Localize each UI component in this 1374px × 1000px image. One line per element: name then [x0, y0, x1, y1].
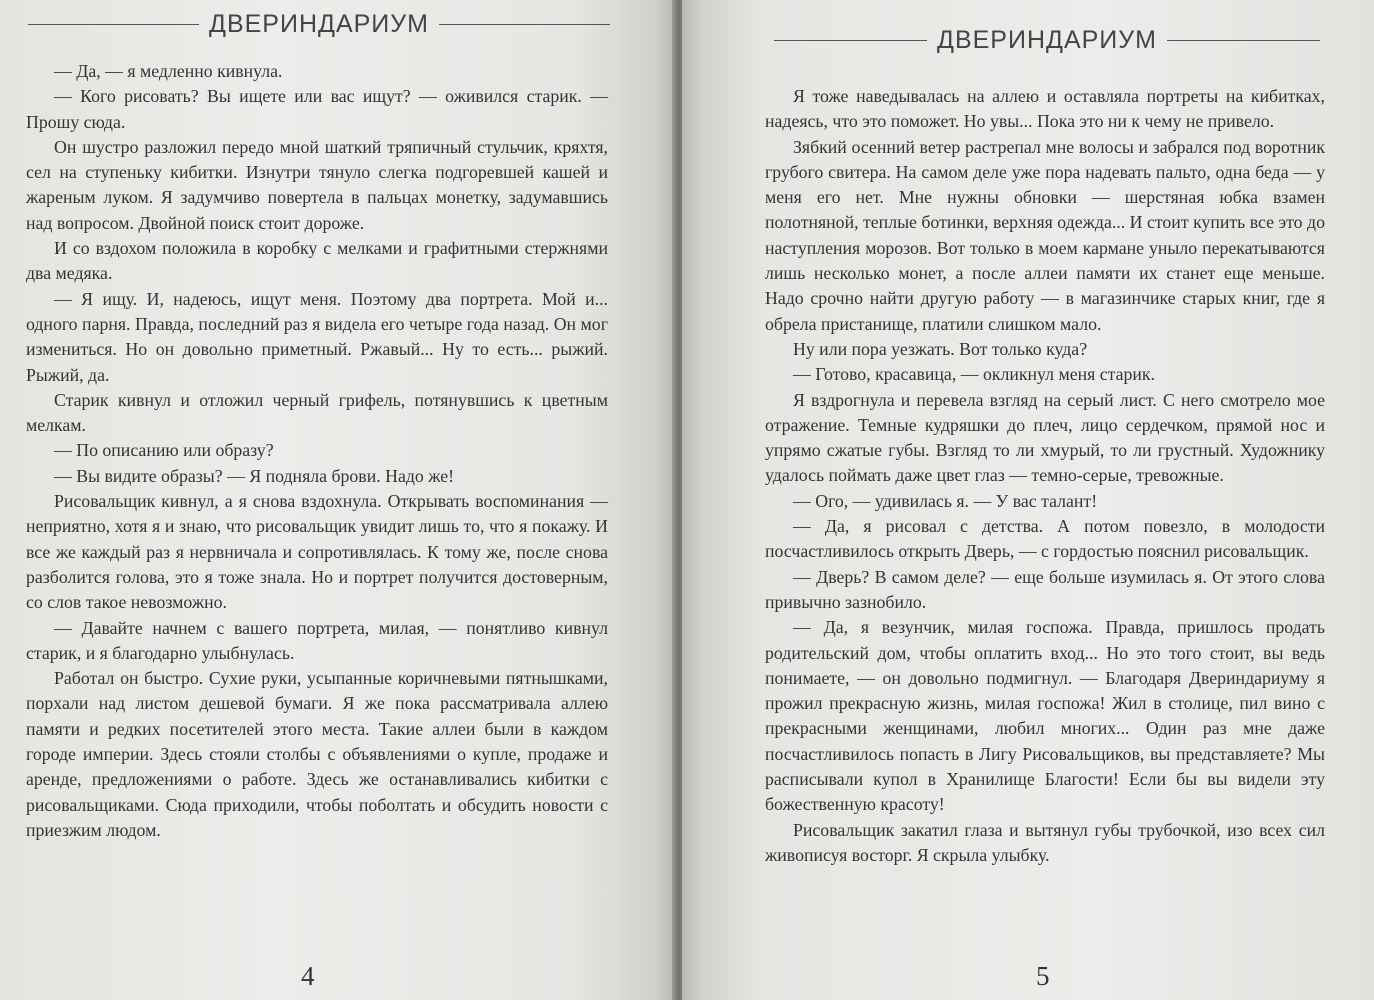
paragraph: — Да, я везунчик, милая госпожа. Правда, пришлось продать родительский дом, чтобы оплатить вход... Но это того стоит, вы ведь понимаете, — он довольно подмигнул. — Благодаря Двериндариуму я прожил прекрасную жизнь, милая госпожа! Жил в столице, пил вино с прекрасными женщинами, любил многих... Один раз мне даже посчастливилось попасть в Лигу Рисовальщиков, вы представляете? Мы расписывали купол в Хранилище Благости! Если бы вы видели эту божественную красоту! [765, 617, 1325, 815]
paragraph: Рисовальщик кивнул, а я снова вздохнула. Открывать воспоминания — неприятно, хотя я и знаю, что рисовальщик увидит лишь то, что я покажу. И все же каждый раз я нервничала и сопротивлялась. К тому же, после снова разболится голова, это я тоже знала. Но и портрет получится достоверным, со слов такое невозможно. [26, 491, 608, 613]
paragraph: — По описанию или образу? [54, 440, 274, 461]
paragraph: — Да, — я медленно кивнула. [54, 61, 283, 81]
paragraph: — Ого, — удивилась я. — У вас талант! [793, 490, 1098, 511]
left-page-text [26, 59, 608, 843]
paragraph: И со вздохом положила в коробку с мелками и графитными стержнями два медяка. [26, 238, 608, 284]
left-running-head [28, 10, 610, 39]
paragraph: — Я ищу. И, надеюсь, ищут меня. Поэтому два портрета. Мой и... одного парня. Правда, последний раз я видела его четыре года назад. Он мог измениться. Но он довольно приметный. Ржавый... Ну то есть... рыжий. Рыжий, да. [26, 288, 608, 385]
paragraph: — Давайте начнем с вашего портрета, милая, — понятливо кивнул старик, и я благодарно улыбнулась. [26, 617, 608, 663]
right-page-text [765, 84, 1325, 868]
page-number: 5 [1036, 961, 1050, 991]
left-page [0, 0, 676, 1000]
paragraph: Он шустро разложил передо мной шаткий тряпичный стульчик, кряхтя, сел на ступеньку кибитки. Изнутри тянуло слегка подгоревшей кашей и жареным луком. Я задумчиво повертела в пальцах монетку, задумавшись над вопросом. Двойной поиск стоит дороже. [26, 136, 608, 233]
header-rule [28, 24, 199, 25]
paragraph: — Готово, красавица, — окликнул меня старик. [793, 364, 1155, 385]
page-number: 4 [301, 961, 315, 991]
paragraph: — Кого рисовать? Вы ищете или вас ищут? — оживился старик. — Прошу сюда. [26, 86, 608, 132]
running-head-title: ДВЕРИНДАРИУМ [937, 26, 1157, 54]
paragraph: Я вздрогнула и перевела взгляд на серый лист. С него смотрело мое отражение. Темные кудряшки до плеч, лицо сердечком, прямой нос и упрямо сжатые губы. Взгляд то ли хмурый, то ли грустный. Художнику удалось поймать даже цвет глаз — темно-серые, тревожные. [765, 389, 1325, 486]
header-rule [774, 40, 927, 41]
header-rule [439, 24, 610, 25]
paragraph: Я тоже наведывалась на аллею и оставляла портреты на кибитках, надеясь, что это поможет. Но увы... Пока это ни к чему не привело. [765, 86, 1325, 132]
paragraph: Работал он быстро. Сухие руки, усыпанные коричневыми пятнышками, порхали над листом дешевой бумаги. Я же пока рассматривала аллею памяти и редких посетителей этого места. Такие аллеи были в каждом городе империи. Здесь стояли столбы с объявлениями о купле, продаже и аренде, предложениями о работе. Здесь же останавливались кибитки с рисовальщиками. Сюда приходили, чтобы поболтать и обсудить новости с приезжим людом. [26, 668, 608, 840]
paragraph: — Дверь? В самом деле? — еще больше изумилась я. От этого слова привычно зазнобило. [765, 566, 1325, 612]
paragraph: — Да, я рисовал с детства. А потом повезло, в молодости посчастливилось открыть Дверь, — с гордостью пояснил рисовальщик. [765, 516, 1325, 562]
running-head-title: ДВЕРИНДАРИУМ [209, 10, 429, 38]
right-running-head [774, 26, 1320, 55]
paragraph: Зябкий осенний ветер растрепал мне волосы и забрался под воротник грубого свитера. На самом деле уже пора надевать пальто, одна беда — у меня его нет. Мне нужны обновки — шерстяная юбка взамен полотняной, теплые ботинки, верхняя одежда... И стоит купить все это до наступления морозов. Вот только в моем кармане уныло перекатываются лишь несколько монет, а после аллеи памяти их станет еще меньше. Надо срочно найти другую работу — в магазинчике старых книг, где я обрела пристанище, платили слишком мало. [765, 136, 1325, 334]
paragraph: Старик кивнул и отложил черный грифель, потянувшись к цветным мелкам. [26, 389, 608, 436]
paragraph: — Вы видите образы? — Я подняла брови. Надо же! [54, 465, 455, 486]
right-page [682, 0, 1374, 1000]
paragraph: Ну или пора уезжать. Вот только куда? [793, 338, 1088, 359]
header-rule [1167, 40, 1320, 41]
paragraph: Рисовальщик закатил глаза и вытянул губы трубочкой, изо всех сил живописуя восторг. Я скрыла улыбку. [765, 819, 1325, 865]
